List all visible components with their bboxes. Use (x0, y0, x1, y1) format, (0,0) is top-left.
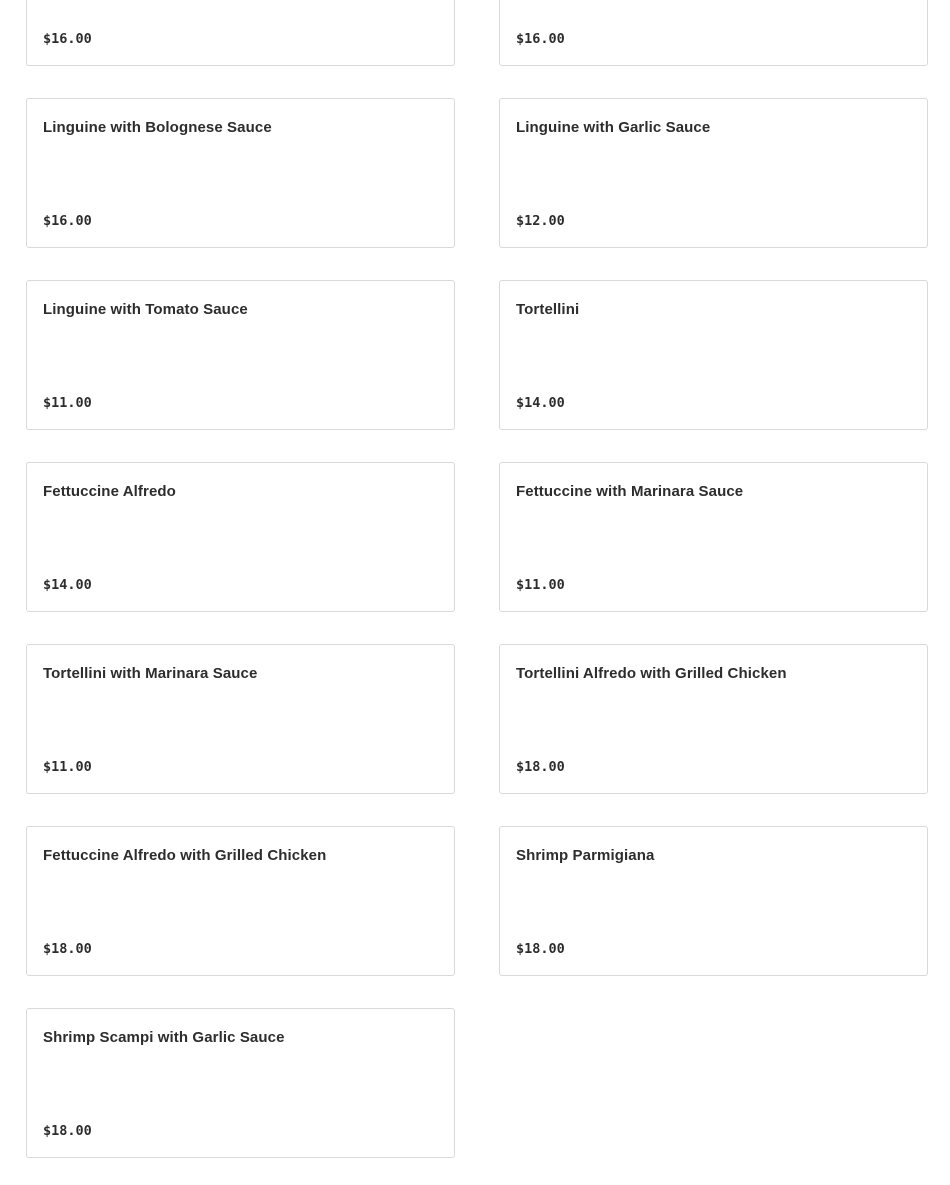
menu-item-card[interactable] (26, 826, 455, 976)
menu-item-name: Linguine with Bolognese Sauce (43, 119, 272, 136)
menu-item-card[interactable] (26, 1008, 455, 1158)
menu-item-price: $16.00 (43, 213, 92, 229)
menu-item-price: $18.00 (516, 941, 565, 957)
menu-item-price: $16.00 (516, 31, 565, 47)
menu-item-price: $11.00 (516, 577, 565, 593)
menu-item-price: $18.00 (43, 941, 92, 957)
menu-item-name: Fettuccine Alfredo (43, 483, 176, 500)
menu-item-price: $12.00 (516, 213, 565, 229)
menu-item-card[interactable] (499, 0, 928, 66)
menu-item-price: $18.00 (516, 759, 565, 775)
menu-item-card[interactable] (499, 462, 928, 612)
menu-item-card[interactable] (26, 98, 455, 248)
menu-item-price: $11.00 (43, 759, 92, 775)
menu-item-card[interactable] (499, 98, 928, 248)
menu-item-card[interactable] (26, 462, 455, 612)
menu-item-name: Shrimp Scampi with Garlic Sauce (43, 1029, 285, 1046)
menu-item-card[interactable] (499, 644, 928, 794)
menu-item-price: $14.00 (516, 395, 565, 411)
menu-item-name: Tortellini with Marinara Sauce (43, 665, 258, 682)
menu-item-grid (26, 0, 928, 1158)
menu-item-name: Linguine with Tomato Sauce (43, 301, 248, 318)
menu-item-name: Shrimp Parmigiana (516, 847, 655, 864)
menu-item-name: Fettuccine with Marinara Sauce (516, 483, 744, 500)
menu-item-name: Fettuccine Alfredo with Grilled Chicken (43, 847, 327, 864)
menu-item-price: $18.00 (43, 1123, 92, 1139)
menu-item-name: Tortellini (516, 301, 580, 318)
menu-item-card[interactable] (26, 644, 455, 794)
menu-item-card[interactable] (499, 280, 928, 430)
menu-item-name: Linguine with Garlic Sauce (516, 119, 711, 136)
menu-item-price: $16.00 (43, 31, 92, 47)
menu-item-card[interactable] (499, 826, 928, 976)
menu-item-card[interactable] (26, 280, 455, 430)
menu-item-price: $14.00 (43, 577, 92, 593)
menu-item-name: Tortellini Alfredo with Grilled Chicken (516, 665, 787, 682)
menu-item-card[interactable] (26, 0, 455, 66)
menu-item-price: $11.00 (43, 395, 92, 411)
